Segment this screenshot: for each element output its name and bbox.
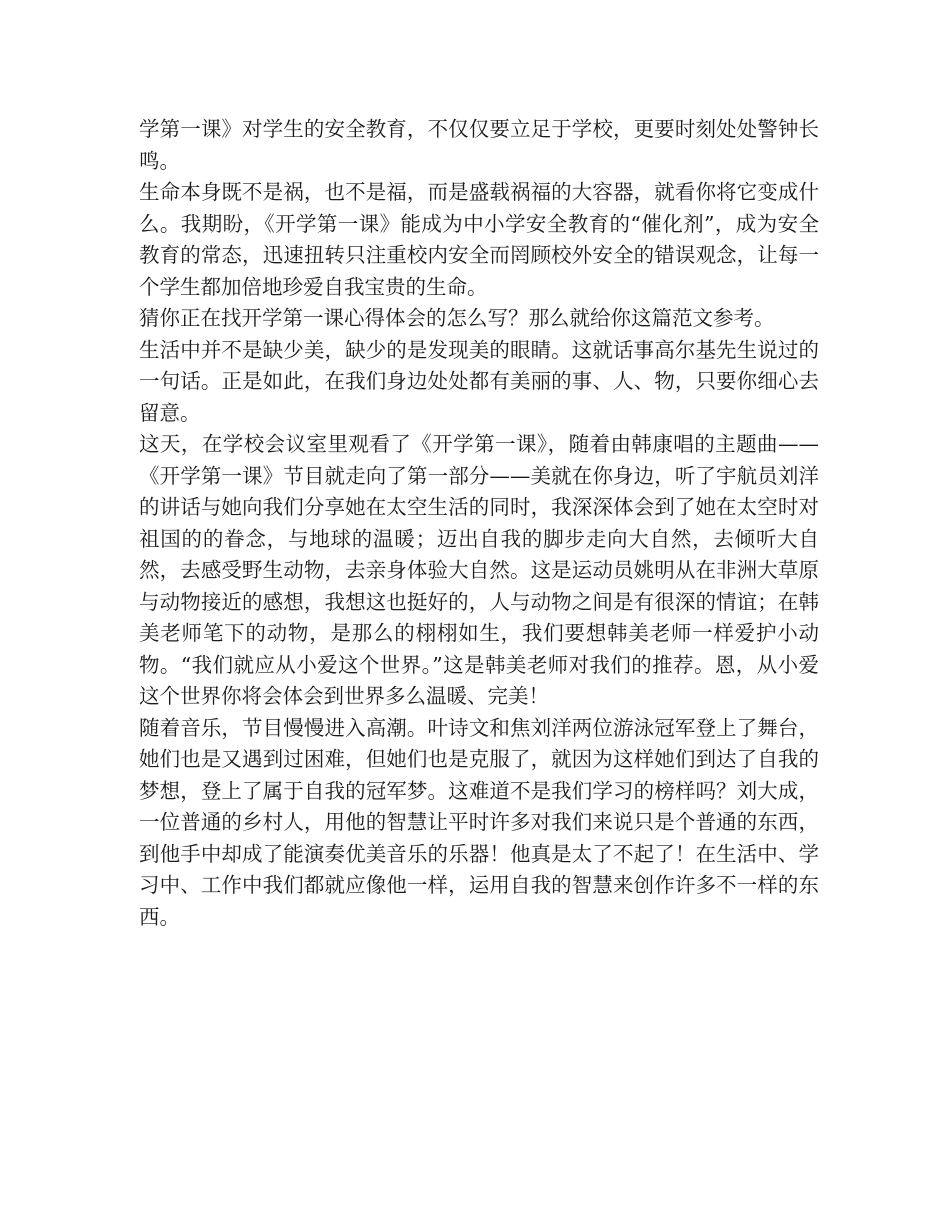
paragraph-4: 生活中并不是缺少美，缺少的是发现美的眼睛。这就话事高尔基先生说过的一句话。正是如此，在我们身边处处都有美丽的事、人、物，只要你细心去留意。 bbox=[139, 337, 819, 425]
paragraph-6: 随着音乐，节目慢慢进入高潮。叶诗文和焦刘洋两位游泳冠军登上了舞台，她们也是又遇到过困难，但她们也是克服了，就因为这样她们到达了自我的梦想，登上了属于自我的冠军梦。这难道不是我们学习的榜样吗？刘大成，一位普通的乡村人，用他的智慧让平时许多对我们来说只是个普通的东西，到他手中却成了能演奏优美音乐的乐器！他真是太了不起了！在生活中、学习中、工作中我们都就应像他一样，运用自我的智慧来创作许多不一样的东西。 bbox=[139, 715, 819, 929]
paragraph-3: 猜你正在找开学第一课心得体会的怎么写？那么就给你这篇范文参考。 bbox=[139, 306, 775, 330]
document-page bbox=[139, 114, 819, 933]
paragraph-5: 这天，在学校会议室里观看了《开学第一课》，随着由韩康唱的主题曲——《开学第一课》节目就走向了第一部分——美就在你身边，听了宇航员刘洋的讲话与她向我们分享她在太空生活的同时，我深深体会到了她在太空时对祖国的的眷念，与地球的温暖；迈出自我的脚步走向大自然，去倾听大自然，去感受野生动物，去亲身体验大自然。这是运动员姚明从在非洲大草原与动物接近的感想，我想这也挺好的，人与动物之间是有很深的情谊；在韩美老师笔下的动物，是那么的栩栩如生，我们要想韩美老师一样爱护小动物。“我们就应从小爱这个世界。”这是韩美老师对我们的推荐。恩，从小爱这个世界你将会体会到世界多么温暖、完美！ bbox=[139, 432, 819, 708]
paragraph-2: 生命本身既不是祸，也不是福，而是盛载祸福的大容器，就看你将它变成什么。我期盼，《开学第一课》能成为中小学安全教育的“催化剂”，成为安全教育的常态，迅速扭转只注重校内安全而罔顾校外安全的错误观念，让每一个学生都加倍地珍爱自我宝贵的生命。 bbox=[139, 180, 819, 299]
paragraph-1: 学第一课》对学生的安全教育，不仅仅要立足于学校，更要时刻处处警钟长鸣。 bbox=[139, 117, 819, 173]
